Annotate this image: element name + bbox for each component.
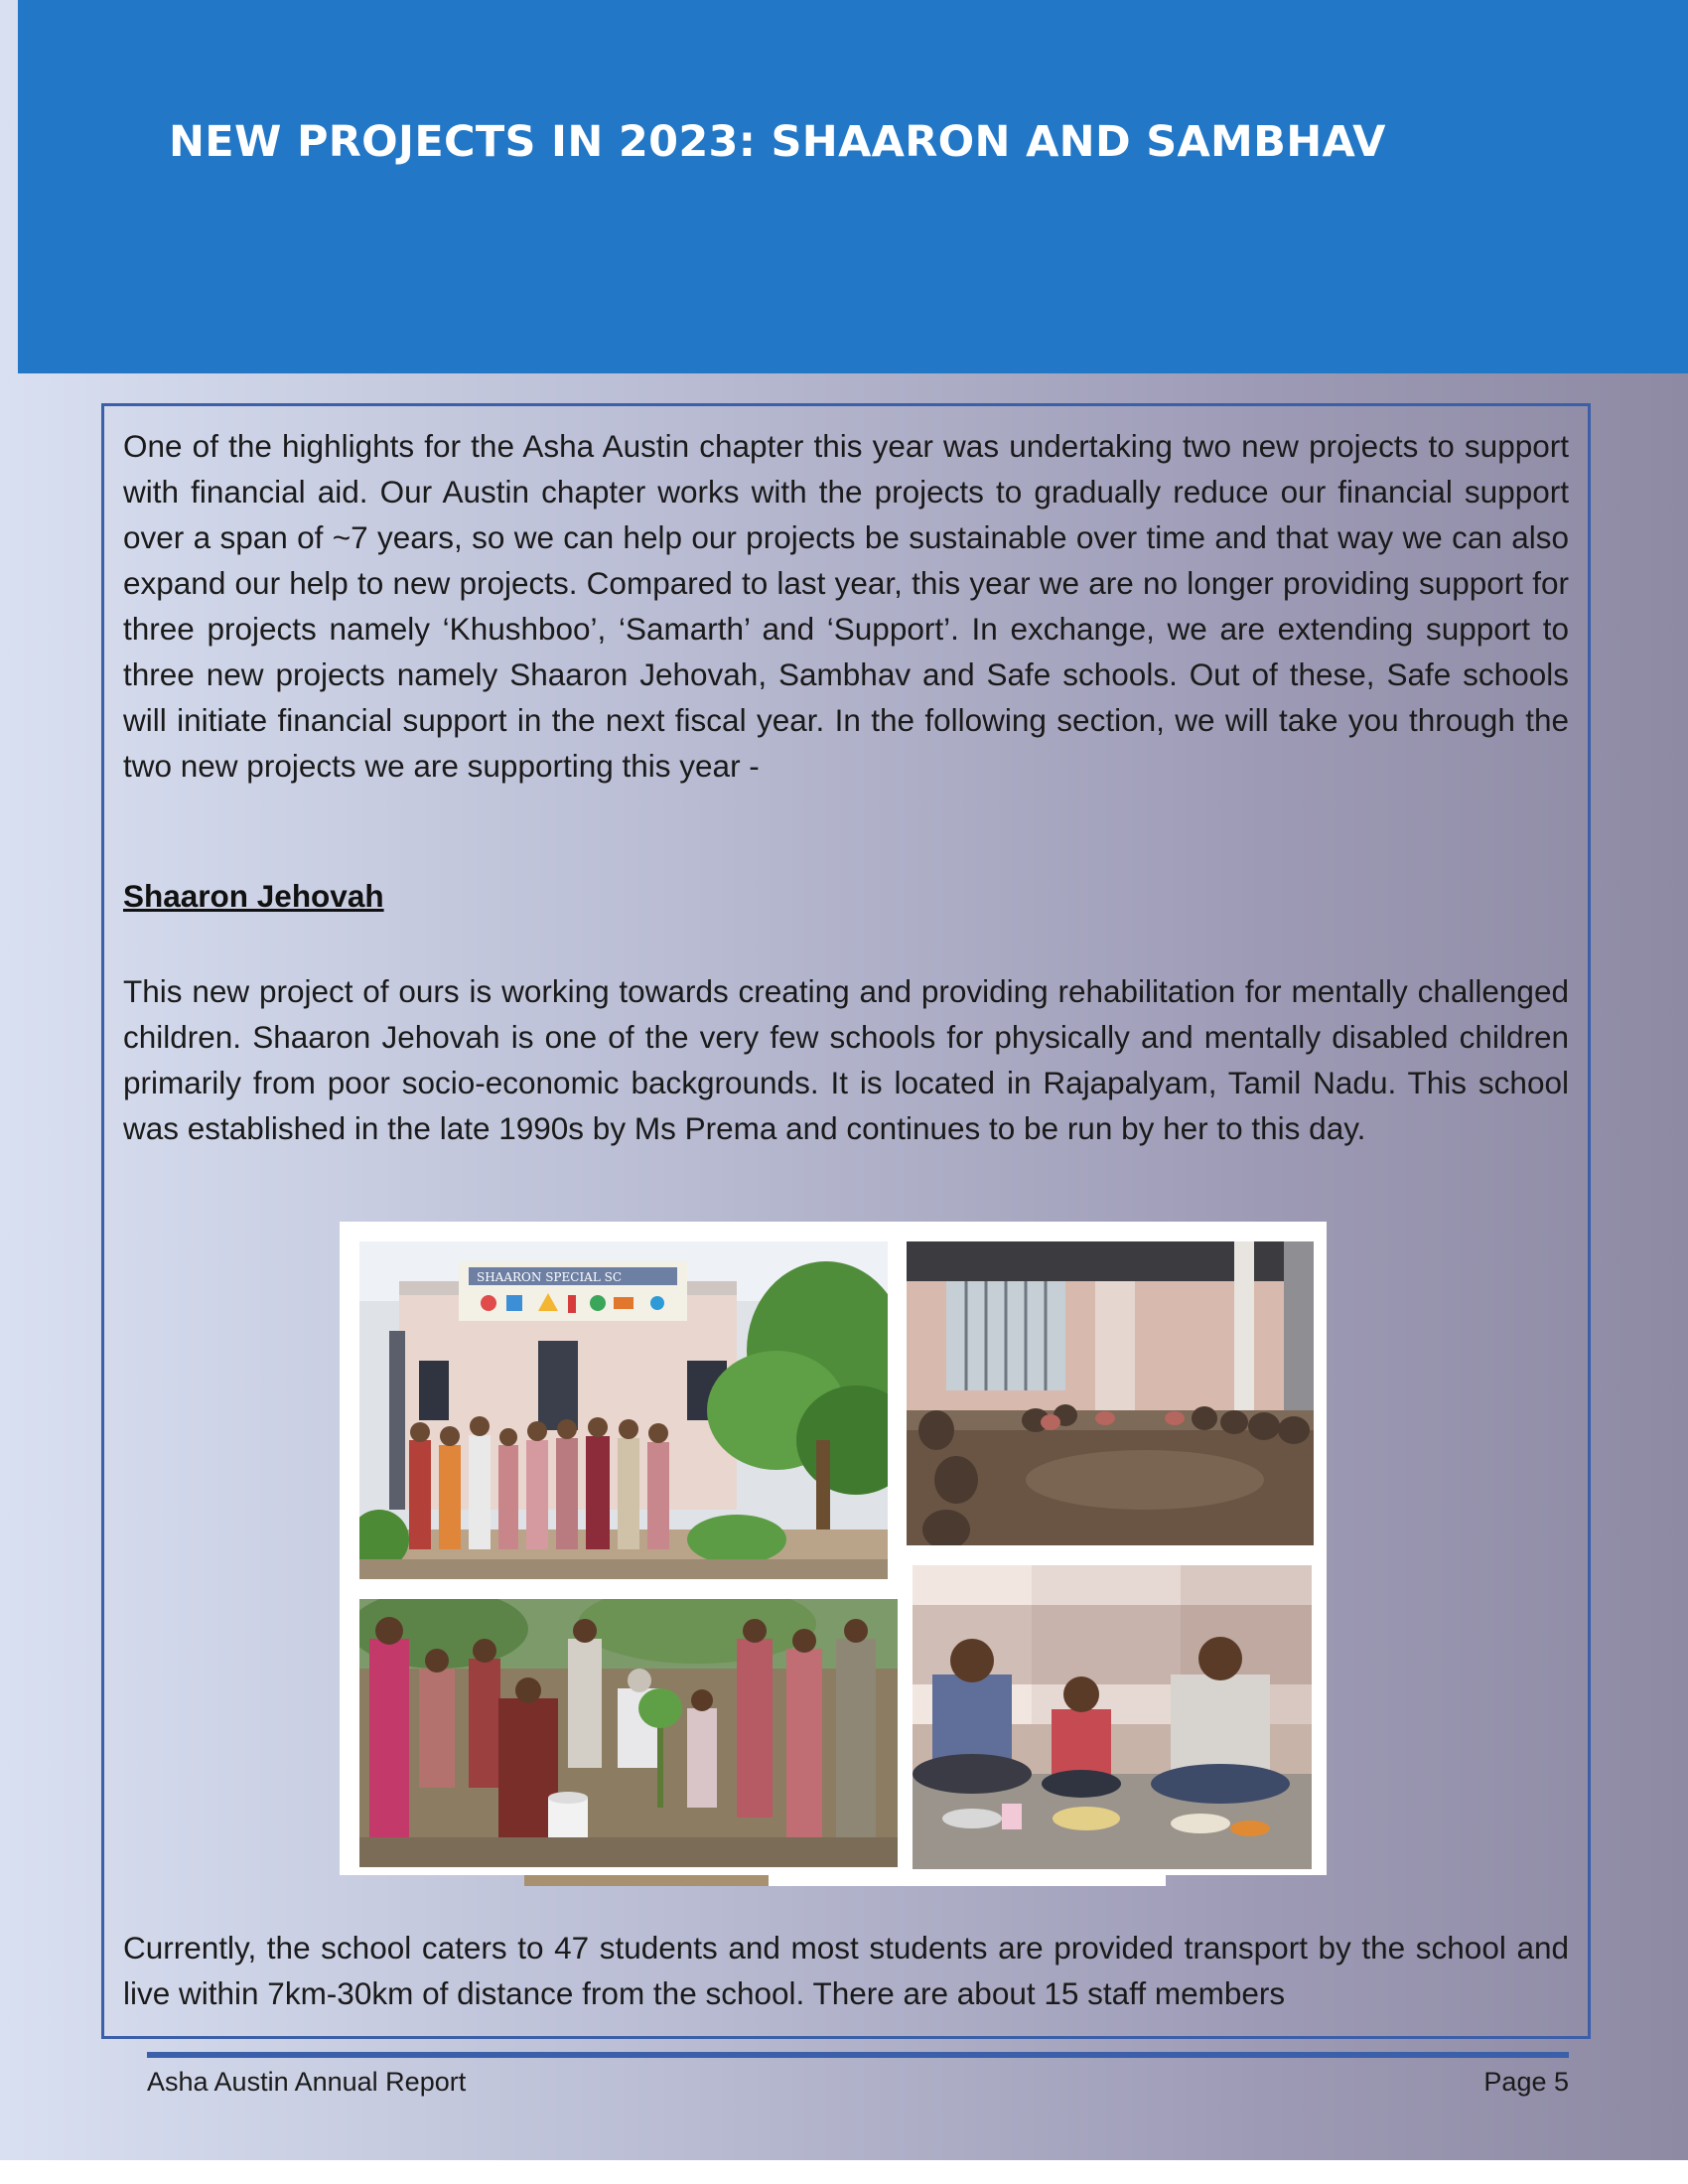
- footer-page-number: Page 5: [1483, 2067, 1569, 2097]
- page-title: NEW PROJECTS IN 2023: SHAARON AND SAMBHAV: [169, 117, 1386, 167]
- photo-collage: [340, 1222, 1327, 1875]
- intro-paragraph: One of the highlights for the Asha Austin chapter this year was undertaking two new projects to support with financial aid. Our Austin chapter works with the projects to gradually reduce our financial support over a span of ~7 years, so we can help our projects be sustainable over time and that way we can also expand our help to new projects. Compared to last year, this year we are no longer providing support for three projects namely ‘Khushboo’, ‘Samarth’ and ‘Support’. In exchange, we are extending support to three new projects namely Shaaron Jehovah, Sambhav and Safe schools. Out of these, Safe schools will initiate financial support in the next fiscal year. In the following section, we will take you through the two new projects we are supporting this year -: [123, 428, 1569, 784]
- photo-tree-planting-group: [359, 1599, 898, 1867]
- header-band: [18, 0, 1688, 373]
- photo-students-mealtime: [913, 1565, 1312, 1869]
- collage-strip-tan: [524, 1875, 769, 1886]
- photo-school-building-group: [359, 1241, 888, 1579]
- section-heading-shaaron-jehovah: Shaaron Jehovah: [123, 878, 384, 914]
- photo-school-hall-interior: [907, 1241, 1314, 1545]
- shaaron-description-paragraph: This new project of ours is working towards creating and providing rehabilitation for mentally challenged children. Shaaron Jehovah is one of the very few schools for physically and mentally disabled children primarily from poor socio-economic backgrounds. It is located in Rajapalyam, Tamil Nadu. This school was established in the late 1990s by Ms Prema and continues to be run by her to this day.: [123, 973, 1569, 1146]
- collage-bottom-strip: [524, 1875, 1166, 1886]
- footer-report-title: Asha Austin Annual Report: [147, 2067, 467, 2097]
- continuation-paragraph: Currently, the school caters to 47 students and most students are provided transport by the school and live within 7km-30km of distance from the school. There are about 15 staff members: [123, 1930, 1569, 2011]
- school-sign-text: SHAARON SPECIAL SC: [477, 1270, 623, 1284]
- footer-divider: [147, 2052, 1569, 2058]
